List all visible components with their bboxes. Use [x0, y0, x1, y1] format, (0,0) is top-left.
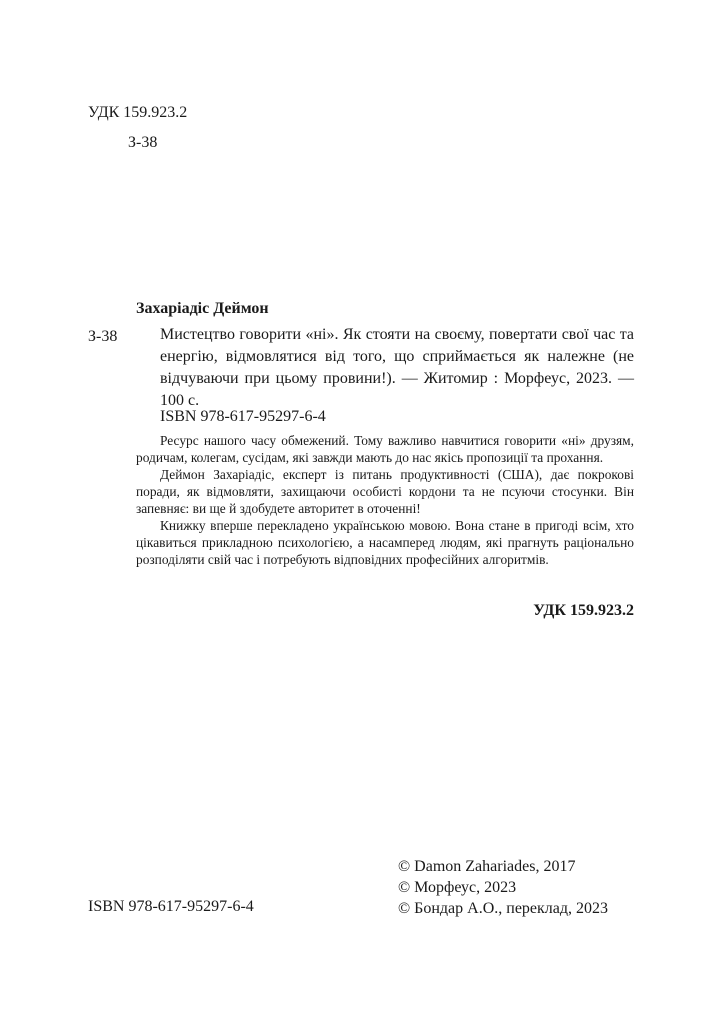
annotation-paragraph-1: Ресурс нашого часу обмежений. Тому важливо навчитися говорити «ні» друзям, родичам, колегам, сусідам, які завжди мають до нас якісь пропозиції та прохання.	[136, 433, 634, 465]
copyright-block	[398, 856, 608, 919]
author-mark-side: З-38	[88, 328, 118, 345]
annotation-paragraph-2: Деймон Захаріадіс, експерт із питань продуктивності (США), дає покрокові поради, як відмовляти, захищаючи особисті кордони та не псуючи стосунки. Він запевняє: ви ще й здобудете авторитет в оточенні!	[136, 467, 634, 516]
author-name: Захаріадіс Деймон	[136, 300, 269, 317]
copyright-line-publisher: © Морфеус, 2023	[398, 879, 517, 896]
udk-code-top: УДК 159.923.2	[88, 104, 188, 121]
isbn-bottom: ISBN 978-617-95297-6-4	[88, 898, 254, 915]
annotation	[136, 432, 634, 568]
copyright-line-author: © Damon Zahariades, 2017	[398, 858, 576, 875]
udk-code-annotation: УДК 159.923.2	[533, 602, 634, 619]
bibliographic-description: Мистецтво говорити «ні». Як стояти на своєму, повертати свої час та енергію, відмовлятися від того, що сприймається як належне (не відчуваючи при цьому провини!). — Житомир : Морфеус, 2023. — 100 с.	[160, 326, 634, 409]
author-mark-top: З-38	[128, 134, 158, 151]
copyright-line-translator: © Бондар А.О., переклад, 2023	[398, 900, 609, 917]
annotation-paragraph-3: Книжку вперше перекладено українською мовою. Вона стане в пригоді всім, хто цікавиться прикладною психологією, а насамперед людям, які прагнуть раціонально розподіляти свій час і потребують відповідних професійних алгоритмів.	[136, 518, 634, 567]
isbn-entry: ISBN 978-617-95297-6-4	[160, 408, 326, 425]
